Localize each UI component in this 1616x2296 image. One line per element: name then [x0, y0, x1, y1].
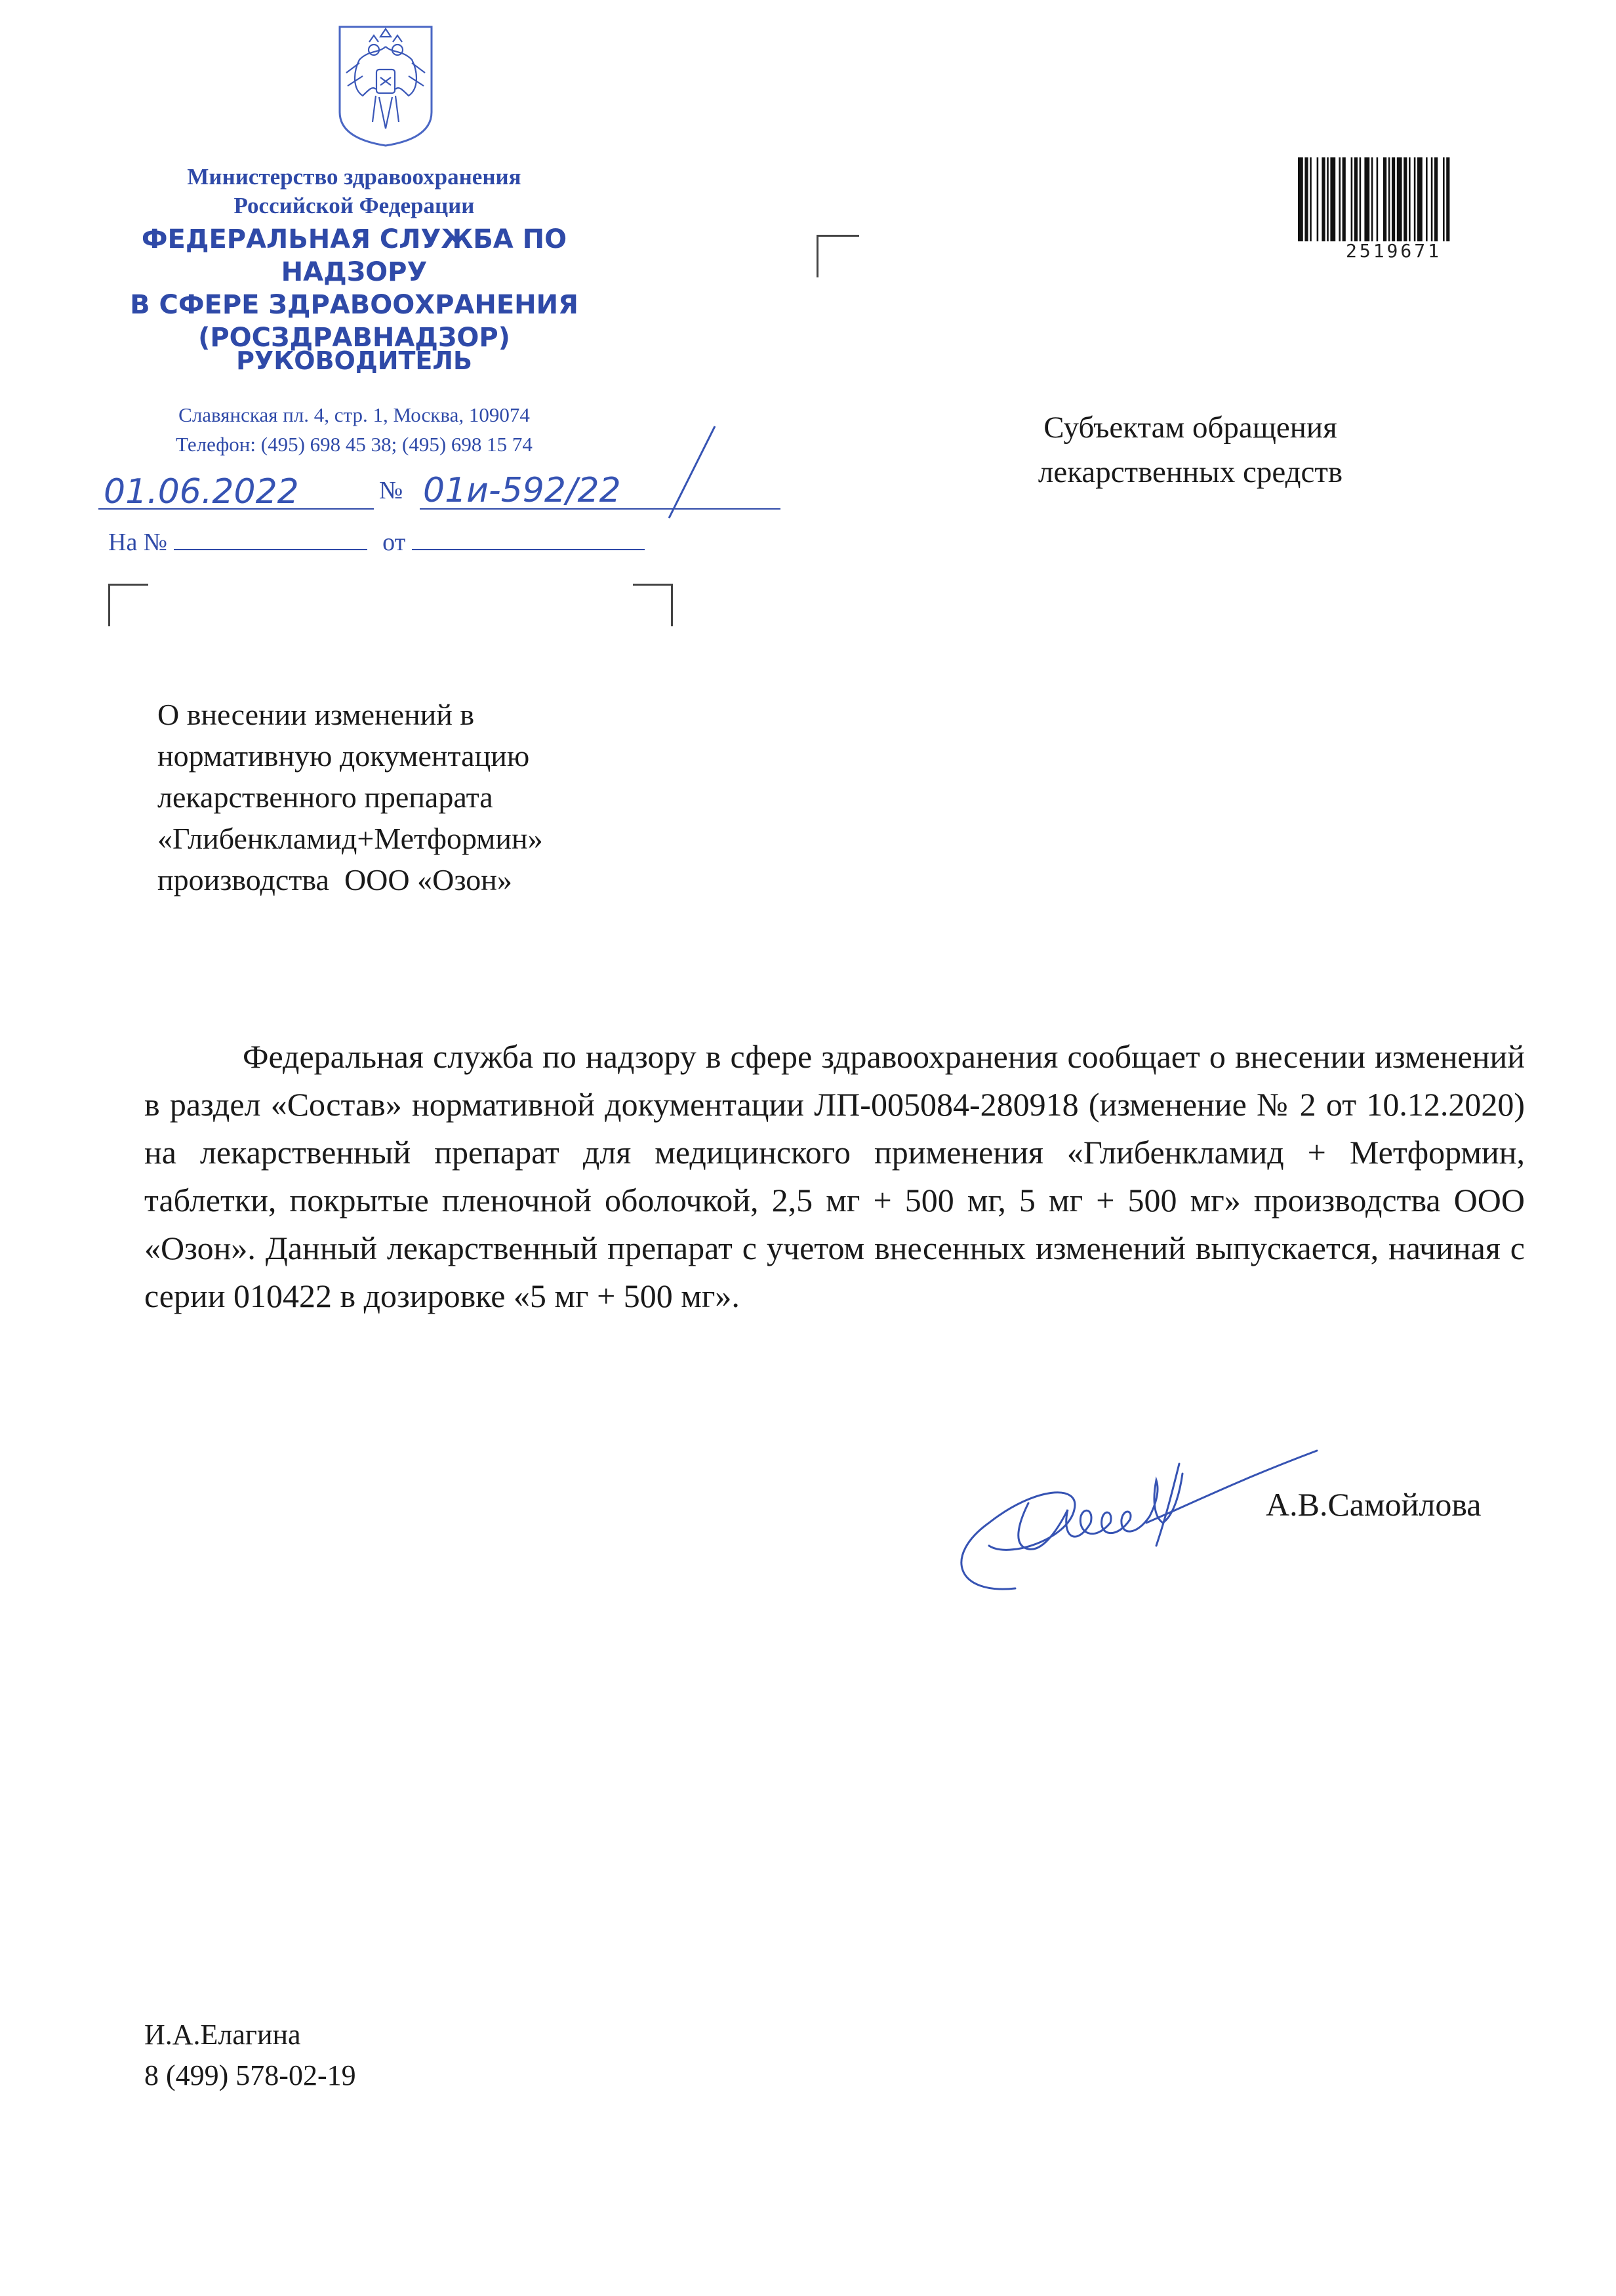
address-block [98, 400, 610, 459]
service-line-3: (РОСЗДРАВНАДЗОР) [198, 323, 510, 353]
barcode [1295, 157, 1492, 241]
phone: Телефон: (495) 698 45 38; (495) 698 15 74 [176, 433, 533, 456]
reference-line [108, 528, 645, 557]
address: Славянская пл. 4, стр. 1, Москва, 109074 [178, 403, 530, 426]
subject-line-2: нормативную документацию [157, 739, 530, 773]
russian-coat-of-arms-icon [333, 24, 438, 148]
ref-from-label: от [382, 529, 406, 556]
recipient-line-1: Субъектам обращения [1043, 411, 1337, 445]
executor-name: И.А.Елагина [144, 2019, 301, 2051]
service-name [98, 223, 610, 354]
subject-block [157, 694, 643, 900]
subject-corner-right [633, 584, 673, 626]
ref-number-label: На № [108, 529, 168, 556]
registration-number: 01и-592/22 [423, 471, 621, 510]
registration-slash [656, 420, 728, 525]
registration-date: 01.06.2022 [104, 472, 299, 512]
ref-date-field [412, 529, 645, 550]
signatory-name: А.В.Самойлова [1266, 1486, 1482, 1523]
recipient-line-2: лекарственных средств [1038, 455, 1343, 489]
ministry-line-1: Министерство здравоохранения [187, 164, 521, 190]
head-title: РУКОВОДИТЕЛЬ [236, 346, 472, 375]
subject-line-4: «Глибенкламид+Метформин» [157, 822, 543, 855]
executor-block [144, 2015, 356, 2096]
service-line-1: ФЕДЕРАЛЬНАЯ СЛУЖБА ПО НАДЗОРУ [141, 224, 567, 287]
subject-corner-left [108, 584, 148, 626]
subject-line-1: О внесении изменений в [157, 698, 475, 731]
ministry-name [98, 163, 610, 220]
barcode-number: 2519671 [1345, 240, 1442, 262]
recipient-block [964, 405, 1417, 494]
number-sign: № [379, 477, 403, 504]
address-corner-mark [817, 235, 859, 277]
ref-number-field [174, 529, 367, 550]
service-line-2: В СФЕРЕ ЗДРАВООХРАНЕНИЯ [130, 290, 578, 320]
ministry-line-2: Российской Федерации [233, 193, 475, 218]
subject-line-3: лекарственного препарата [157, 780, 493, 814]
body-paragraph: Федеральная служба по надзору в сфере здравоохранения сообщает о внесении изменений в раздел «Состав» нормативной документации ЛП-005084-280918 (изменение № 2 от 10.12.2020) на лекарственный препарат для медицинского применения «Глибенкламид + Метформин, таблетки, покрытые пленочной оболочкой, 2,5 мг + 500 мг, 5 мг + 500 мг» производства ООО «Озон». Данный лекарственный препарат с учетом внесенных изменений выпускается, начиная с серии 010422 в дозировке «5 мг + 500 мг». [144, 1038, 1525, 1314]
executor-phone: 8 (499) 578-02-19 [144, 2059, 356, 2091]
subject-line-5: производства ООО «Озон» [157, 863, 512, 896]
